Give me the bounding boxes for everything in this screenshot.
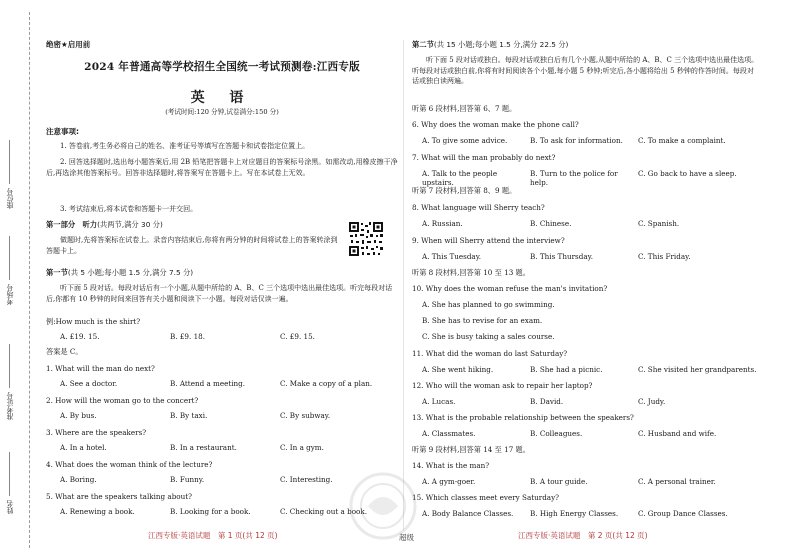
option-c: C. Go back to have a sleep. <box>638 169 737 178</box>
option-c: C. Make a copy of a plan. <box>280 379 373 388</box>
example-option-a: A. £19. 15. <box>60 332 100 341</box>
question-6: 6. Why does the woman make the phone call? <box>412 120 579 129</box>
watermark-text: 超级 <box>399 533 414 542</box>
group-7-label: 听第 7 段材料,回答第 8、9 题。 <box>412 186 517 195</box>
option-a: A. To give some advice. <box>422 136 508 145</box>
question-14: 14. What is the man? <box>412 461 490 470</box>
option-a: A. Boring. <box>60 475 97 484</box>
question-3: 3. Where are the speakers? <box>46 428 147 437</box>
option-b: B. In a restaurant. <box>170 443 237 452</box>
question-1-options <box>60 379 372 388</box>
option-b: B. Looking for a book. <box>170 507 251 516</box>
notice-item-1: 1. 答卷前,考生务必将自己的姓名、准考证号等填写在答题卡和试卷指定位置上。 <box>60 142 310 150</box>
option-b: B. Turn to the police for help. <box>530 169 618 187</box>
option-a: A. See a doctor. <box>60 379 118 388</box>
question-1: 1. What will the man do next? <box>46 364 155 373</box>
part1-intro: 做题时,先将答案标在试卷上。录音内容结束后,你将有两分钟的时间将试卷上的答案转涂到答题卡上。 <box>46 236 338 255</box>
question-3-options <box>60 443 324 452</box>
part1-heading: 第一部分 听力(共两节,满分 30 分) <box>46 220 163 229</box>
notice-item-2: 2. 回答选择题时,选出每小题答案后,用 2B 铅笔把答题卡上对应题目的答案标号涂黑。如需改动,用橡皮擦干净后,再选涂其他答案标号。回答非选择题时,将答案写在答题卡上。写在本试卷上无效。 <box>46 158 398 177</box>
question-7: 7. What will the man probably do next? <box>412 153 556 162</box>
group-8-label: 听第 8 段材料,回答第 10 至 13 题。 <box>412 268 530 277</box>
option-c: C. In a gym. <box>280 443 324 452</box>
exam-title: 2024 年普通高等学校招生全国统一考试预测卷:江西专版 <box>84 61 360 73</box>
question-6-options <box>422 136 726 145</box>
option-a: A. Russian. <box>422 219 463 228</box>
group-9-label: 听第 9 段材料,回答第 14 至 17 题。 <box>412 445 530 454</box>
option-a: A. Classmates. <box>422 429 476 438</box>
binding-dashed-line <box>29 12 30 548</box>
question-7-options <box>422 169 737 187</box>
question-11: 11. What did the woman do last Saturday? <box>412 349 568 358</box>
option-c: C. By subway. <box>280 411 331 420</box>
option-a: A. Lucas. <box>422 397 456 406</box>
option-c: C. Spanish. <box>638 219 680 228</box>
option-b: B. To ask for information. <box>530 136 623 145</box>
option-b: B. Funny. <box>170 475 205 484</box>
seat-number-field: 座位号 <box>6 140 26 209</box>
question-5: 5. What are the speakers talking about? <box>46 492 193 501</box>
qr-code-icon <box>348 221 384 257</box>
question-10: 10. Why does the woman refuse the man's invitation? <box>412 284 608 293</box>
option-a: A. Body Balance Classes. <box>422 509 514 518</box>
notice-heading: 注意事项: <box>46 127 79 136</box>
option-a: A. She went hiking. <box>422 365 494 374</box>
question-11-options <box>422 365 757 374</box>
option-c: C. Husband and wife. <box>638 429 717 438</box>
section1-intro: 听下面 5 段对话。每段对话后有一个小题,从题中所给的 A、B、C 三个选项中选出最佳选项。听完每段对话后,你都有 10 秒钟的时间来回答有关小题和阅读下一小题。每段对话仅读一遍。 <box>46 284 393 303</box>
question-14-options <box>422 477 716 486</box>
option-a: A. This Tuesday. <box>422 252 482 261</box>
question-2: 2. How will the woman go to the concert? <box>46 396 199 405</box>
example-option-b: B. £9. 18. <box>170 332 205 341</box>
section1-heading: 第一节(共 5 小题;每小题 1.5 分,满分 7.5 分) <box>46 268 194 277</box>
notice-item-3: 3. 考试结束后,将本试卷和答题卡一并交回。 <box>60 205 198 213</box>
question-13-options <box>422 429 716 438</box>
option-b: B. A tour guide. <box>530 477 588 486</box>
example-option-c: C. £9. 15. <box>280 332 315 341</box>
option-a: A. Renewing a book. <box>60 507 135 516</box>
question-15: 15. Which classes meet every Saturday? <box>412 493 559 502</box>
option-b: B. Colleagues. <box>530 429 583 438</box>
question-12: 12. Who will the woman ask to repair her laptop? <box>412 381 593 390</box>
option-c: C. Group Dance Classes. <box>638 509 728 518</box>
question-12-options <box>422 397 665 406</box>
option-a: A. Talk to the people upstairs. <box>422 169 498 187</box>
question-4: 4. What does the woman think of the lecture? <box>46 460 213 469</box>
example-answer: 答案是 C。 <box>46 347 83 356</box>
example-options <box>60 332 315 341</box>
option-b: B. High Energy Classes. <box>530 509 619 518</box>
footer-page-1: 江西专版·英语试题 第 1 页(共 12 页) <box>148 531 278 540</box>
option-b: B. Attend a meeting. <box>170 379 246 388</box>
option-a: A. By bus. <box>60 411 97 420</box>
name-field: 姓名 <box>6 452 26 514</box>
question-10-option-a: A. She has planned to go swimming. <box>422 300 555 309</box>
option-c: C. This Friday. <box>638 252 691 261</box>
option-c: C. She visited her grandparents. <box>638 365 757 374</box>
exam-room-field: 考场号 <box>6 236 26 305</box>
option-a: A. A gym-goer. <box>422 477 476 486</box>
question-8: 8. What language will Sherry teach? <box>412 203 545 212</box>
question-5-options <box>60 507 367 516</box>
option-c: C. Interesting. <box>280 475 333 484</box>
question-9: 9. When will Sherry attend the interview? <box>412 236 565 245</box>
option-a: A. In a hotel. <box>60 443 107 452</box>
column-divider <box>403 40 404 530</box>
option-c: C. Checking out a book. <box>280 507 367 516</box>
section2-intro: 听下面 5 段对话或独白。每段对话或独白后有几个小题,从题中所给的 A、B、C 三个选项中选出最佳选项。听每段对话或独白前,你将有时间阅读各个小题,每小题 5 秒钟;听完后,各小题将给出 5 秒钟的作答时间。每段对话或独白读两遍。 <box>412 56 759 85</box>
example-question: 例:How much is the shirt? <box>46 317 141 326</box>
admission-id-field: 准考证号 <box>6 344 26 420</box>
section2-heading: 第二节(共 15 小题;每小题 1.5 分,满分 22.5 分) <box>412 40 569 49</box>
question-10-option-b: B. She has to revise for an exam. <box>422 316 543 325</box>
option-b: B. She had a picnic. <box>530 365 603 374</box>
group-6-label: 听第 6 段材料,回答第 6、7 题。 <box>412 104 517 113</box>
footer-page-2: 江西专版·英语试题 第 2 页(共 12 页) <box>518 531 648 540</box>
option-b: B. Chinese. <box>530 219 572 228</box>
secret-mark: 绝密★启用前 <box>46 40 91 49</box>
subject-title: 英 语 <box>190 90 254 106</box>
option-c: C. A personal trainer. <box>638 477 716 486</box>
option-b: B. By taxi. <box>170 411 208 420</box>
question-8-options <box>422 219 679 228</box>
question-4-options <box>60 475 333 484</box>
question-13: 13. What is the probable relationship between the speakers? <box>412 413 634 422</box>
binding-strip <box>0 0 34 560</box>
question-2-options <box>60 411 330 420</box>
question-15-options <box>422 509 728 518</box>
option-c: C. Judy. <box>638 397 666 406</box>
option-c: C. To make a complaint. <box>638 136 726 145</box>
option-b: B. This Thursday. <box>530 252 593 261</box>
option-b: B. David. <box>530 397 564 406</box>
question-9-options <box>422 252 691 261</box>
question-10-option-c: C. She is busy taking a sales course. <box>422 332 555 341</box>
exam-info: (考试时间:120 分钟,试卷满分:150 分) <box>165 108 279 116</box>
